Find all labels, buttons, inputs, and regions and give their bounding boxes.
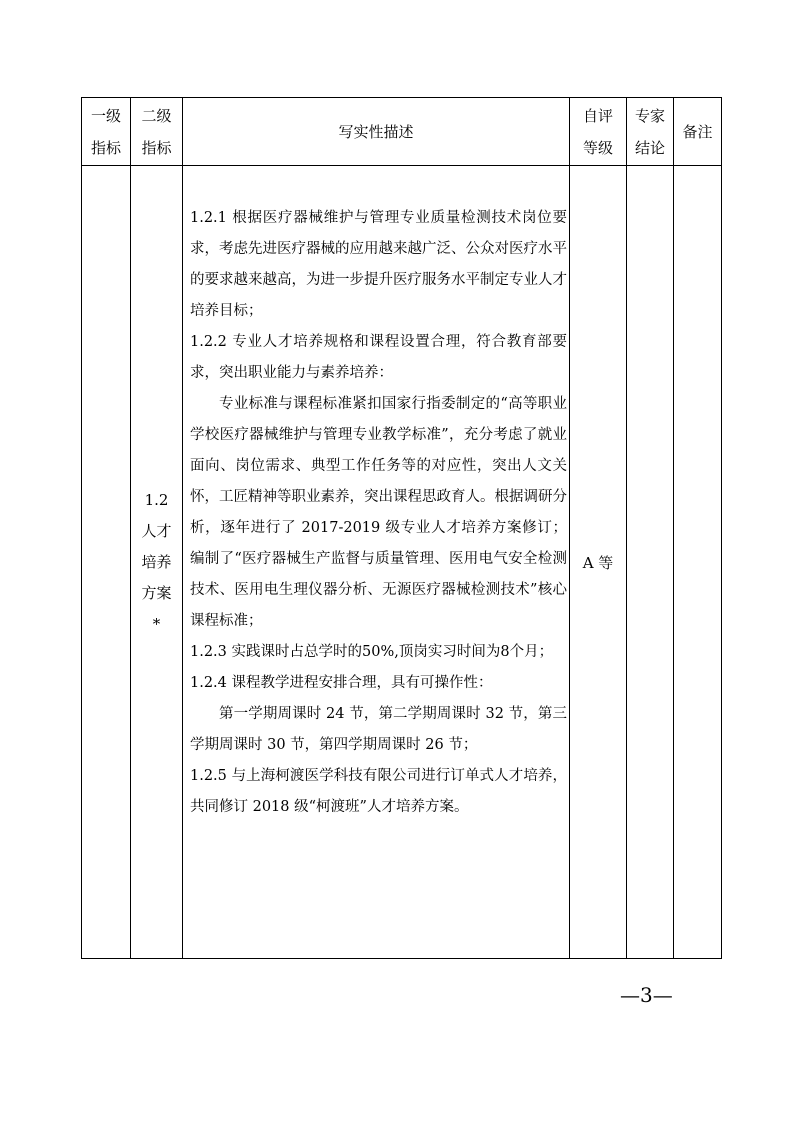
header-level2: 二级 指标: [131, 98, 183, 166]
evaluation-table: [81, 97, 722, 959]
header-row: [82, 98, 722, 166]
page-number: —3—: [620, 983, 673, 1007]
level2-cell: 1.2 人才 培养 方案 *: [131, 166, 183, 959]
header-level1: 一级 指标: [82, 98, 131, 166]
description-text: [183, 166, 569, 823]
header-expert: 专家 结论: [627, 98, 674, 166]
header-remark: 备注: [674, 98, 722, 166]
header-description: 写实性描述: [183, 98, 570, 166]
paragraph: 第一学期周课时 24 节，第二学期周课时 32 节，第三学期周课时 30 节，第四学期周课时 26 节；: [190, 706, 567, 753]
level1-cell: [82, 166, 131, 959]
remark-cell: [674, 166, 722, 959]
header-self-eval: 自评 等级: [570, 98, 627, 166]
paragraph: 1.2.5 与上海柯渡医学科技有限公司进行订单式人才培养，共同修订 2018 级“柯渡班”人才培养方案。: [190, 768, 567, 815]
paragraph: 1.2.4 课程教学进程安排合理，具有可操作性：: [190, 675, 493, 691]
self-eval-cell: A 等: [570, 166, 627, 959]
table-row: [82, 166, 722, 959]
expert-cell: [627, 166, 674, 959]
paragraph: 专业标准与课程标准紧扣国家行指委制定的“高等职业学校医疗器械维护与管理专业教学标准”，充分考虑了就业面向、岗位需求、典型工作任务等的对应性，突出人文关怀，工匠精神等职业素养，突出课程思政育人。根据调研分析，逐年进行了 2017-2019 级专业人才培养方案修订；编制了“医疗器械生产监督与质量管理、医用电气安全检测技术、医用电生理仪器分析、无源医疗器械检测技术”核心课程标准；: [190, 396, 567, 629]
description-cell: [183, 166, 570, 959]
paragraph: 1.2.2 专业人才培养规格和课程设置合理，符合教育部要求，突出职业能力与素养培养：: [190, 334, 567, 381]
paragraph: 1.2.1 根据医疗器械维护与管理专业质量检测技术岗位要求，考虑先进医疗器械的应用越来越广泛、公众对医疗水平的要求越来越高，为进一步提升医疗服务水平制定专业人才培养目标；: [190, 210, 567, 319]
paragraph: 1.2.3 实践课时占总学时的50%,顶岗实习时间为8个月；: [190, 644, 554, 660]
